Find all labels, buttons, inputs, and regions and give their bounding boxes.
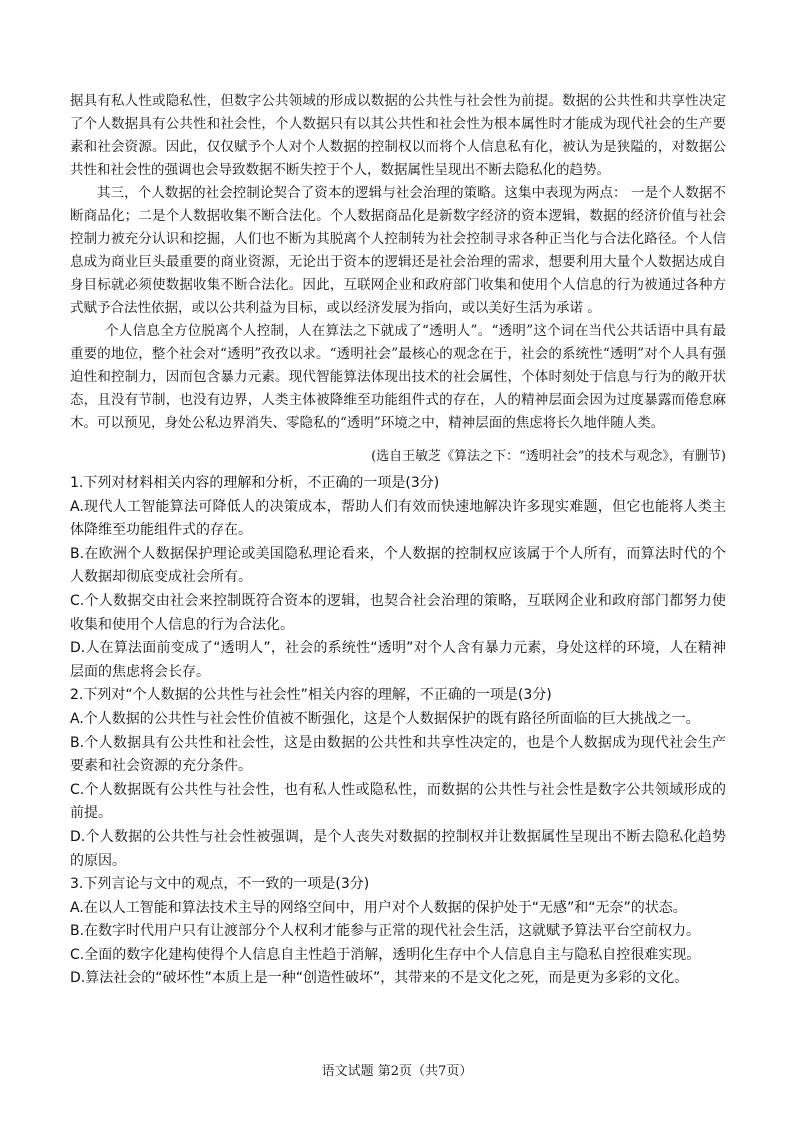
question-option-d: D.人在算法面前变成了“透明人”，社会的系统性“透明”对个人含有暴力元素，身处这样的环境，人在精神层面的焦虑将会长存。 bbox=[70, 640, 726, 680]
passage-paragraph-3: 个人信息全方位脱离个人控制，人在算法之下就成了“透明人”。“透明”这个词在当代公共话语中具有最重要的地位，整个社会对“透明”孜孜以求。“透明社会”最核心的观念在于，社会的系统性“透明”对个人具有强迫性和控制力，因而包含暴力元素。现代智能算法体现出技术的社会属性，个体时刻处于信息与行为的敞开状态，且没有节制，也没有边界，人类主体被降维至功能组件式的存在，人的精神层面会因为过度暴露而倦怠麻木。可以预见，身处公私边界消失、零隐私的“透明”环境之中，精神层面的焦虑将长久地伴随人类。 bbox=[70, 323, 726, 431]
passage-source: (选自王敏芝《算法之下：“透明社会”的技术与观念》，有删节) bbox=[371, 449, 726, 464]
question-option-d: D.个人数据的公共性与社会性被强调，是个人丧失对数据的控制权并让数据属性呈现出不断去隐私化趋势的原因。 bbox=[70, 828, 726, 869]
question-option-c: C.全面的数字化建构使得个人信息自主性趋于消解，透明化生存中个人信息自主与隐私自控很难实现。 bbox=[70, 946, 701, 963]
question-option-a: A.个人数据的公共性与社会性价值被不断强化，这是个人数据保护的既有路径所面临的巨大挑战之一。 bbox=[70, 710, 700, 727]
page-footer: 语文试题 第2页（共7页） bbox=[321, 1064, 473, 1079]
passage-paragraph-1: 据具有私人性或隐私性，但数字公共领域的形成以数据的公共性与社会性为前提。数据的公共性和共享性决定了个人数据具有公共性和社会性，个人数据只有以其公共性和社会性为根本属性时才能成为现代社会的生产要素和社会资源。因此，仅仅赋予个人对个人数据的控制权以而将个人信息私有化，被认为是狭隘的，对数据公共性和社会性的强调也会导致数据不断失控于个人，数据属性呈现出不断去隐私化的趋势。 bbox=[70, 93, 726, 178]
question-option-d: D.算法社会的“破坏性”本质上是一种“创造性破坏”，其带来的不是文化之死，而是更为多彩的文化。 bbox=[70, 970, 689, 987]
question-1 bbox=[70, 472, 726, 684]
question-option-a: A.现代人工智能算法可降低人的决策成本，帮助人们有效而快速地解决许多现实难题，但它也能将人类主体降维至功能组件式的存在。 bbox=[70, 498, 726, 539]
question-option-a: A.在以人工智能和算法技术主导的网络空间中，用户对个人数据的保护处于“无感”和“无奈”的状态。 bbox=[70, 899, 687, 916]
question-stem: 1.下列对材料相关内容的理解和分析，不正确的一项是(3分) bbox=[70, 475, 440, 491]
question-list bbox=[70, 472, 726, 991]
reading-passage bbox=[70, 90, 726, 468]
question-option-c: C.个人数据交由社会来控制既符合资本的逻辑，也契合社会治理的策略，互联网企业和政府部门都努力使收集和使用个人信息的行为合法化。 bbox=[70, 592, 726, 633]
question-2 bbox=[70, 684, 726, 873]
question-option-b: B.在欧洲个人数据保护理论或美国隐私理论看来，个人数据的控制权应该属于个人所有，而算法时代的个人数据却彻底变成社会所有。 bbox=[70, 545, 726, 586]
question-option-b: B.个人数据具有公共性和社会性，这是由数据的公共性和共享性决定的，也是个人数据成为现代社会生产要素和社会资源的充分条件。 bbox=[70, 734, 726, 775]
passage-paragraph-2: 其三，个人数据的社会控制论契合了资本的逻辑与社会治理的策略。这集中表现为两点： 一是个人数据不断商品化；二是个人数据收集不断合法化。个人数据商品化是新数字经济的资本逻辑，数据的经济价值与社会控制力被充分认识和挖掘，人们也不断为其脱离个人控制转为社会控制寻求各种正当化与合法化路径。个人信息成为商业巨头最重要的商业资源，无论出于资本的逻辑还是社会治理的需求，想要利用大量个人数据达成自身目标就必须使数据收集不断合法化。因此，互联网企业和政府部门收集和使用个人信息的行为被通过各种方式赋予合法性依据，或以公共利益为目标，或以经济发展为指向，或以美好生活为承诺 。 bbox=[70, 185, 726, 316]
question-stem: 2.下列对“个人数据的公共性与社会性”相关内容的理解，不正确的一项是(3分) bbox=[70, 687, 552, 704]
question-option-c: C.个人数据既有公共性与社会性，也有私人性或隐私性，而数据的公共性与社会性是数字公共领域形成的前提。 bbox=[70, 781, 726, 822]
question-option-b: B.在数字时代用户只有让渡部分个人权利才能参与正常的现代社会生活，这就赋予算法平台空前权力。 bbox=[70, 923, 701, 940]
question-stem: 3.下列言论与文中的观点，不一致的一项是(3分) bbox=[70, 876, 370, 893]
question-3 bbox=[70, 873, 726, 991]
